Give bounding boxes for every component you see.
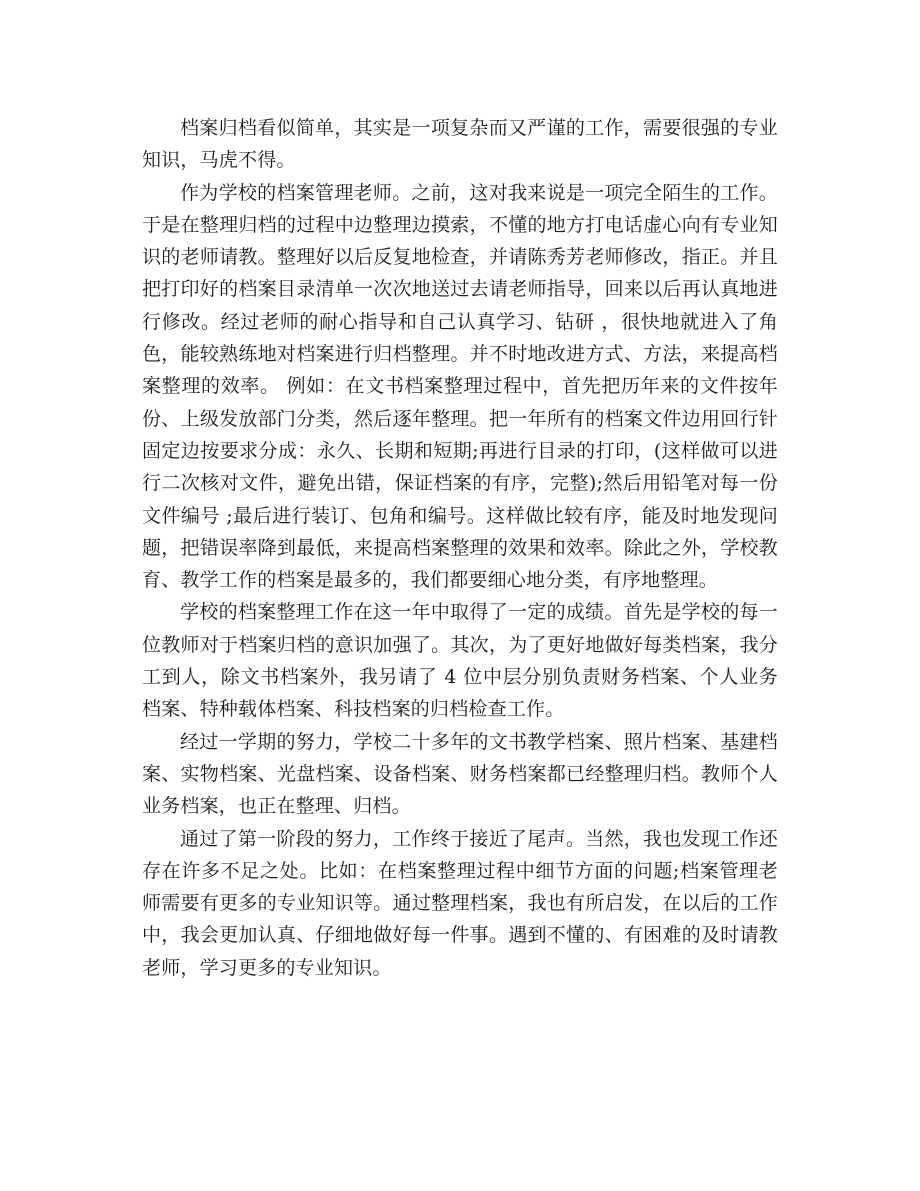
paragraph-archiving-intro: 档案归档看似简单，其实是一项复杂而又严谨的工作，需要很强的专业知识，马虎不得。 [142,117,778,172]
document-body [142,112,778,984]
paragraph-achievements: 学校的档案整理工作在这一年中取得了一定的成绩。首先是学校的每一位教师对于档案归档的意识加强了。其次，为了更好地做好每类档案，我分工到人，除文书档案外，我另请了 4 位中层分别负责财务档案、个人业务档案、特种载体档案、科技档案的归档检查工作。 [142,601,778,721]
paragraph-conclusion: 通过了第一阶段的努力，工作终于接近了尾声。当然，我也发现工作还存在许多不足之处。比如：在档案整理过程中细节方面的问题;档案管理老师需要有更多的专业知识等。通过整理档案，我也有所启发，在以后的工作中，我会更加认真、仔细地做好每一件事。遇到不懂的、有困难的及时请教老师，学习更多的专业知识。 [142,827,778,979]
paragraph-archive-teacher-work: 作为学校的档案管理老师。之前，这对我来说是一项完全陌生的工作。于是在整理归档的过程中边整理边摸索，不懂的地方打电话虚心向有专业知识的老师请教。整理好以后反复地检查，并请陈秀芳老师修改，指正。并且把打印好的档案目录清单一次次地送过去请老师指导，回来以后再认真地进行修改。经过老师的耐心指导和自己认真学习、钻研 ，很快地就进入了角色，能较熟练地对档案进行归档整理。并不时地改进方式、方法，来提高档案整理的效率。 例如：在文书档案整理过程中，首先把历年来的文件按年份、上级发放部门分类，然后逐年整理。把一年所有的档案文件边用回行针固定边按要求分成：永久、长期和短期;再进行目录的打印，(这样做可以进行二次核对文件，避免出错，保证档案的有序，完整);然后用铅笔对每一份文件编号 ;最后进行装订、包角和编号。这样做比较有序，能及时地发现问题，把错误率降到最低，来提高档案整理的效果和效率。除此之外，学校教育、教学工作的档案是最多的，我们都要细心地分类，有序地整理。 [142,181,778,592]
paragraph-semester-results: 经过一学期的努力，学校二十多年的文书教学档案、照片档案、基建档案、实物档案、光盘档案、设备档案、财务档案都已经整理归档。教师个人业务档案，也正在整理、归档。 [142,730,778,818]
